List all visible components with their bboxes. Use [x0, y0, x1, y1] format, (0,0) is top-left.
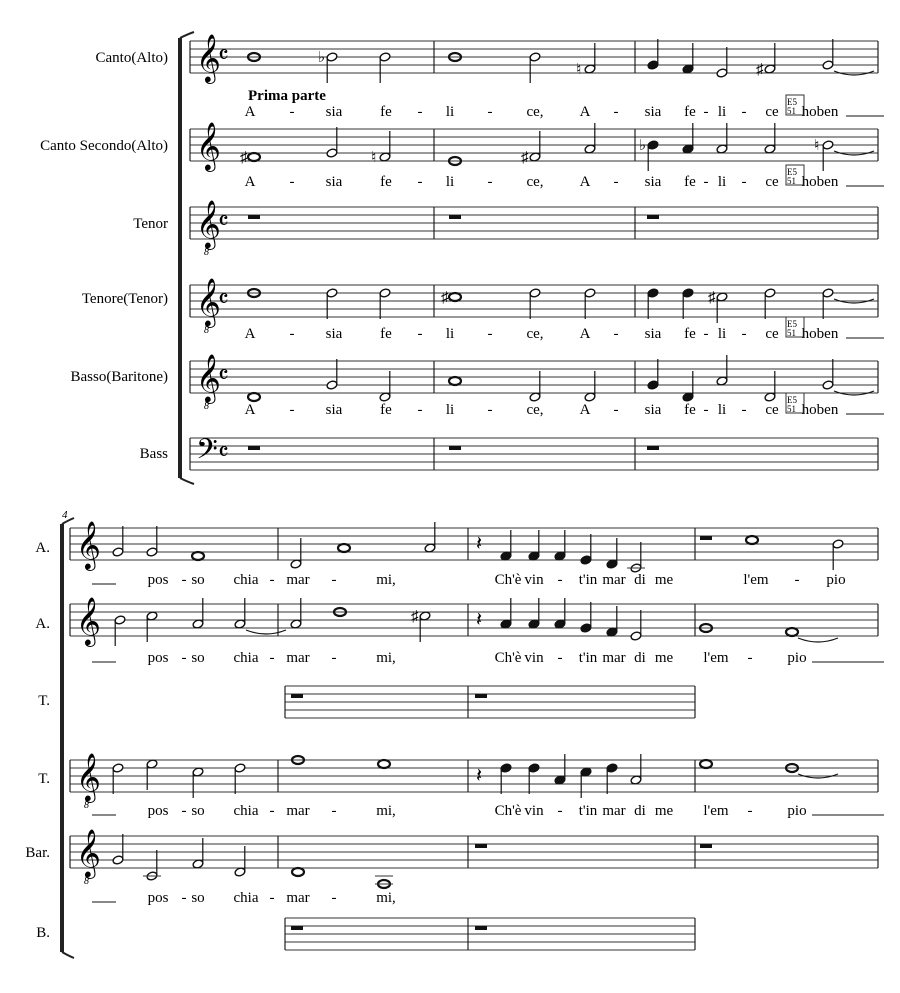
- lyric-syllable: -: [181, 890, 187, 906]
- lyric-syllable: A: [244, 174, 256, 190]
- lyric-syllable: -: [181, 803, 187, 819]
- whole-note: [248, 393, 260, 401]
- half-note: [630, 631, 642, 641]
- staff-label-b: B.: [36, 925, 50, 941]
- system-bracket-top: [180, 32, 194, 38]
- lyric-syllable: pos: [147, 572, 169, 588]
- lyric-syllable: ce: [765, 104, 779, 120]
- lyric-syllable: -: [331, 890, 337, 906]
- lyric-syllable: -: [557, 803, 563, 819]
- half-note: [822, 140, 834, 150]
- lyric-syllable: A: [244, 104, 256, 120]
- lyric-syllable: -: [794, 572, 800, 588]
- system-2-bracket-bottom: [62, 952, 74, 958]
- lyric-syllable: so: [191, 803, 205, 819]
- lyric-syllable: -: [557, 572, 563, 588]
- half-note: [326, 288, 338, 298]
- lyric-syllable: -: [417, 326, 423, 342]
- lyric-syllable: chia: [233, 572, 259, 588]
- half-note: [112, 763, 124, 773]
- half-note: [764, 288, 776, 298]
- octave-mark: 8: [84, 800, 89, 811]
- lyric-syllable: sia: [325, 326, 343, 342]
- lyric-syllable: mi,: [376, 890, 396, 906]
- lyric-syllable: -: [703, 174, 709, 190]
- lyric-syllable: pio: [826, 572, 846, 588]
- treble-clef: 𝄞: [76, 831, 101, 877]
- lyric-syllable: -: [269, 650, 275, 666]
- common-time: 𝄴: [218, 440, 229, 466]
- lyric-syllable: di: [634, 572, 646, 588]
- lyric-syllable: A: [579, 174, 591, 190]
- whole-rest: [475, 926, 487, 930]
- lyric-syllable: fe: [380, 174, 392, 190]
- quarter-note: [606, 763, 618, 773]
- quarter-note: [647, 380, 659, 390]
- footnote-text: E5: [787, 167, 797, 177]
- octave-mark: 8: [204, 325, 209, 336]
- lyric-syllable: ce: [765, 174, 779, 190]
- lyric-syllable: -: [331, 572, 337, 588]
- whole-note: [292, 868, 304, 876]
- common-time: 𝄴: [218, 363, 229, 389]
- half-note: [716, 68, 728, 78]
- staff-label-canto-alto: Canto(Alto): [95, 50, 168, 66]
- half-note: [584, 288, 596, 298]
- lyric-syllable: hoben: [801, 326, 839, 342]
- quarter-rest: 𝄽: [476, 609, 483, 631]
- lyric-syllable: mi,: [376, 803, 396, 819]
- lyric-syllable: -: [269, 890, 275, 906]
- lyric-syllable: mar: [602, 650, 626, 666]
- treble-clef: 𝄞: [76, 599, 101, 645]
- lyric-syllable: -: [181, 572, 187, 588]
- lyric-syllable: mi,: [376, 572, 396, 588]
- whole-rest: [248, 446, 260, 450]
- lyric-syllable: me: [654, 803, 674, 819]
- half-note: [234, 763, 246, 773]
- treble-clef: 𝄞: [76, 755, 101, 801]
- half-note: [529, 52, 541, 62]
- lyric-syllable: -: [557, 650, 563, 666]
- tie: [798, 638, 838, 642]
- whole-rest: [647, 215, 659, 219]
- accidental: ♯: [521, 150, 529, 166]
- quarter-note: [647, 60, 659, 70]
- common-time: 𝄴: [218, 209, 229, 235]
- lyric-syllable: li: [445, 326, 455, 342]
- staff-label-bass: Bass: [139, 446, 168, 462]
- lyric-syllable: so: [191, 572, 205, 588]
- lyric-syllable: ce,: [526, 402, 544, 418]
- half-note: [326, 380, 338, 390]
- half-note: [146, 547, 158, 557]
- lyric-syllable: -: [747, 803, 753, 819]
- accidental: ♯: [756, 62, 764, 78]
- lyric-syllable: -: [703, 402, 709, 418]
- lyric-syllable: vin: [524, 803, 544, 819]
- tie: [246, 630, 286, 634]
- lyric-syllable: pos: [147, 890, 169, 906]
- half-note: [822, 288, 834, 298]
- lyric-syllable: -: [331, 650, 337, 666]
- footnote-text: E5: [787, 319, 797, 329]
- half-note: [822, 60, 834, 70]
- half-rest: [700, 536, 712, 540]
- lyric-syllable: mar: [286, 803, 310, 819]
- lyric-syllable: pio: [787, 803, 807, 819]
- lyric-syllable: hoben: [801, 104, 839, 120]
- lyric-syllable: so: [191, 890, 205, 906]
- lyric-syllable: mar: [286, 650, 310, 666]
- accidental: ♮: [576, 62, 582, 78]
- common-time: 𝄴: [218, 43, 229, 69]
- half-note: [379, 288, 391, 298]
- footnote-text: 51: [787, 404, 796, 414]
- quarter-note: [647, 288, 659, 298]
- accidental: ♭: [639, 138, 647, 154]
- accidental: ♯: [441, 290, 449, 306]
- whole-note: [378, 760, 390, 768]
- lyric-syllable: fe: [684, 402, 696, 418]
- lyric-syllable: fe: [684, 326, 696, 342]
- whole-rest: [291, 926, 303, 930]
- lyric-syllable: so: [191, 650, 205, 666]
- half-note: [379, 52, 391, 62]
- lyric-syllable: mi,: [376, 650, 396, 666]
- footnote-text: 51: [787, 106, 796, 116]
- lyric-syllable: vin: [524, 650, 544, 666]
- whole-rest: [291, 694, 303, 698]
- octave-mark: 8: [204, 247, 209, 258]
- lyric-syllable: mar: [286, 572, 310, 588]
- treble-clef: 𝄞: [76, 523, 101, 569]
- lyric-syllable: -: [417, 174, 423, 190]
- accidental: ♯: [240, 150, 248, 166]
- lyric-syllable: A: [579, 326, 591, 342]
- lyric-syllable: t'in: [578, 803, 598, 819]
- section-marking: Prima parte: [248, 88, 326, 104]
- lyric-syllable: -: [487, 104, 493, 120]
- lyric-syllable: fe: [380, 326, 392, 342]
- lyric-syllable: mar: [286, 890, 310, 906]
- accidental: ♭: [318, 50, 326, 66]
- lyric-syllable: sia: [644, 402, 662, 418]
- whole-note: [786, 628, 798, 636]
- treble-clef: 𝄞: [196, 356, 221, 402]
- lyric-syllable: -: [289, 174, 295, 190]
- lyric-syllable: -: [741, 326, 747, 342]
- quarter-note: [682, 288, 694, 298]
- whole-note: [449, 377, 461, 385]
- whole-rest: [647, 446, 659, 450]
- lyric-syllable: fe: [684, 104, 696, 120]
- whole-note: [449, 293, 461, 301]
- lyric-syllable: -: [613, 104, 619, 120]
- lyric-syllable: li: [717, 174, 727, 190]
- lyric-syllable: -: [741, 402, 747, 418]
- lyric-syllable: hoben: [801, 402, 839, 418]
- staff-label-t2: T.: [38, 771, 50, 787]
- system-bracket-bottom: [180, 478, 194, 484]
- lyric-syllable: me: [654, 650, 674, 666]
- accidental: ♯: [411, 609, 419, 625]
- staff-label-tenor: Tenor: [133, 216, 168, 232]
- lyric-syllable: Ch'è: [494, 572, 522, 588]
- lyric-syllable: A: [244, 326, 256, 342]
- lyric-syllable: me: [654, 572, 674, 588]
- lyric-syllable: fe: [684, 174, 696, 190]
- lyric-syllable: l'em: [703, 650, 729, 666]
- whole-note: [248, 153, 260, 161]
- treble-clef: 𝄞: [196, 202, 221, 248]
- staff-label-a1: A.: [35, 540, 50, 556]
- staff-label-tenore: Tenore(Tenor): [81, 291, 168, 307]
- lyric-syllable: chia: [233, 890, 259, 906]
- treble-clef: 𝄞: [196, 124, 221, 170]
- lyric-syllable: fe: [380, 104, 392, 120]
- lyric-syllable: ce,: [526, 104, 544, 120]
- lyric-syllable: hoben: [801, 174, 839, 190]
- accidental: ♮: [814, 138, 820, 154]
- lyric-syllable: -: [747, 650, 753, 666]
- half-note: [326, 148, 338, 158]
- whole-note: [700, 760, 712, 768]
- lyric-syllable: mar: [602, 803, 626, 819]
- lyric-syllable: di: [634, 803, 646, 819]
- quarter-note: [580, 555, 592, 565]
- footnote-text: E5: [787, 395, 797, 405]
- lyric-syllable: -: [613, 326, 619, 342]
- lyric-syllable: -: [289, 326, 295, 342]
- accidental: ♮: [371, 150, 377, 166]
- lyric-syllable: -: [269, 572, 275, 588]
- lyric-syllable: -: [417, 104, 423, 120]
- whole-note: [338, 544, 350, 552]
- common-time: 𝄴: [218, 287, 229, 313]
- staff-label-a2: A.: [35, 616, 50, 632]
- lyric-syllable: A: [579, 402, 591, 418]
- lyric-syllable: mar: [602, 572, 626, 588]
- whole-rest: [449, 446, 461, 450]
- half-note: [529, 288, 541, 298]
- lyric-syllable: sia: [644, 104, 662, 120]
- staff-label-bar: Bar.: [25, 845, 50, 861]
- system-1: [180, 32, 194, 484]
- lyric-syllable: -: [289, 402, 295, 418]
- half-note: [112, 547, 124, 557]
- lyric-syllable: li: [717, 326, 727, 342]
- half-note: [112, 855, 124, 865]
- quarter-note: [528, 763, 540, 773]
- measure-number: 4: [62, 509, 68, 521]
- half-note: [822, 380, 834, 390]
- lyric-syllable: fe: [380, 402, 392, 418]
- staff-label-canto-secondo: Canto Secondo(Alto): [40, 138, 168, 154]
- lyric-syllable: li: [717, 402, 727, 418]
- whole-note: [746, 536, 758, 544]
- lyric-syllable: l'em: [743, 572, 769, 588]
- lyric-syllable: -: [487, 402, 493, 418]
- lyric-syllable: chia: [233, 650, 259, 666]
- lyric-syllable: sia: [644, 174, 662, 190]
- half-note: [832, 539, 844, 549]
- lyric-syllable: Ch'è: [494, 650, 522, 666]
- lyric-syllable: -: [181, 650, 187, 666]
- footnote-text: 51: [787, 176, 796, 186]
- lyric-syllable: -: [487, 174, 493, 190]
- quarter-note: [647, 140, 659, 150]
- accidental: ♯: [708, 290, 716, 306]
- treble-clef: 𝄞: [196, 280, 221, 326]
- whole-rest: [475, 694, 487, 698]
- lyric-syllable: pos: [147, 650, 169, 666]
- lyric-syllable: -: [703, 326, 709, 342]
- lyric-syllable: li: [445, 174, 455, 190]
- whole-rest: [700, 844, 712, 848]
- staff-label-t1: T.: [38, 693, 50, 709]
- lyric-syllable: Ch'è: [494, 803, 522, 819]
- lyric-syllable: -: [289, 104, 295, 120]
- lyric-syllable: chia: [233, 803, 259, 819]
- bass-clef: 𝄢: [196, 435, 218, 472]
- whole-rest: [449, 215, 461, 219]
- lyric-syllable: l'em: [703, 803, 729, 819]
- quarter-rest: 𝄽: [476, 765, 483, 787]
- lyric-syllable: A: [579, 104, 591, 120]
- lyric-syllable: -: [741, 104, 747, 120]
- lyric-syllable: pio: [787, 650, 807, 666]
- footnote-text: 51: [787, 328, 796, 338]
- lyric-syllable: -: [613, 174, 619, 190]
- lyric-syllable: sia: [644, 326, 662, 342]
- lyric-syllable: vin: [524, 572, 544, 588]
- whole-rest: [248, 215, 260, 219]
- half-note: [114, 615, 126, 625]
- lyric-syllable: -: [487, 326, 493, 342]
- lyric-syllable: li: [445, 402, 455, 418]
- whole-note: [192, 552, 204, 560]
- lyric-syllable: sia: [325, 174, 343, 190]
- lyric-syllable: -: [417, 402, 423, 418]
- lyric-syllable: A: [244, 402, 256, 418]
- treble-clef: 𝄞: [196, 36, 221, 82]
- lyric-syllable: t'in: [578, 650, 598, 666]
- octave-mark: 8: [204, 401, 209, 412]
- lyric-syllable: ce: [765, 402, 779, 418]
- half-note: [326, 52, 338, 62]
- lyric-syllable: -: [703, 104, 709, 120]
- lyric-syllable: -: [269, 803, 275, 819]
- lyric-syllable: ce,: [526, 326, 544, 342]
- lyric-syllable: pos: [147, 803, 169, 819]
- lyric-syllable: ce,: [526, 174, 544, 190]
- lyric-syllable: -: [331, 803, 337, 819]
- staff-label-basso: Basso(Baritone): [70, 369, 168, 385]
- lyric-syllable: -: [741, 174, 747, 190]
- lyric-syllable: li: [717, 104, 727, 120]
- octave-mark: 8: [84, 876, 89, 887]
- quarter-rest: 𝄽: [476, 533, 483, 555]
- lyric-syllable: ce: [765, 326, 779, 342]
- footnote-text: E5: [787, 97, 797, 107]
- quarter-note: [500, 763, 512, 773]
- whole-rest: [475, 844, 487, 848]
- lyric-syllable: di: [634, 650, 646, 666]
- lyric-syllable: sia: [325, 104, 343, 120]
- lyric-syllable: -: [613, 402, 619, 418]
- quarter-note: [580, 623, 592, 633]
- lyric-syllable: sia: [325, 402, 343, 418]
- lyric-syllable: t'in: [578, 572, 598, 588]
- lyric-syllable: li: [445, 104, 455, 120]
